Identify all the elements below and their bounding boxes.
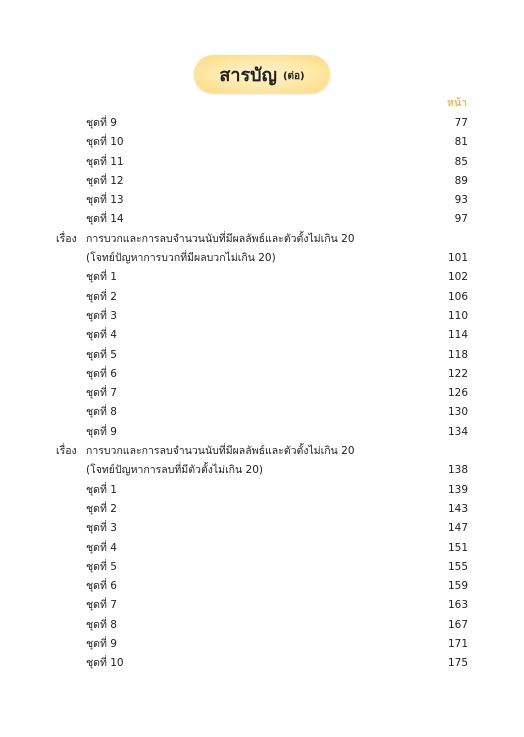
toc-row[interactable] xyxy=(0,403,524,422)
toc-row-label: ชุดที่ 9 xyxy=(86,117,117,129)
toc-row[interactable] xyxy=(0,596,524,615)
toc-row-page-number: 138 xyxy=(447,464,468,477)
toc-row[interactable] xyxy=(0,635,524,654)
toc-row-page-number: 118 xyxy=(447,348,468,361)
toc-row[interactable] xyxy=(0,481,524,500)
toc-row-page-number: 110 xyxy=(447,309,468,322)
toc-row-page-number: 85 xyxy=(454,155,468,168)
toc-row[interactable] xyxy=(0,365,524,384)
toc-row[interactable] xyxy=(0,191,524,210)
toc-row-page-number: 93 xyxy=(454,194,468,207)
page-column-header: หน้า xyxy=(447,97,467,109)
toc-row-label: ชุดที่ 4 xyxy=(86,329,117,342)
toc-title-continued: (ต่อ) xyxy=(282,70,305,82)
toc-row-page-number: 101 xyxy=(447,252,468,265)
toc-row[interactable] xyxy=(0,249,524,268)
toc-row-label: การบวกและการลบจำนวนนับที่มีผลลัพธ์และตัวตั้งไม่เกิน 20 xyxy=(86,445,355,458)
toc-row[interactable] xyxy=(0,268,524,287)
toc-row-label: ชุดที่ 1 xyxy=(86,271,117,284)
toc-row-page-number: 155 xyxy=(447,560,468,573)
toc-row[interactable] xyxy=(0,288,524,307)
toc-row-label: ชุดที่ 6 xyxy=(86,367,117,380)
toc-row[interactable] xyxy=(0,519,524,538)
toc-row[interactable] xyxy=(0,384,524,403)
toc-row-page-number: 130 xyxy=(447,406,468,419)
toc-row-page-number: 122 xyxy=(447,367,468,380)
toc-row-label: (โจทย์ปัญหาการบวกที่มีผลบวกไม่เกิน 20) xyxy=(86,252,276,265)
toc-row-page-number: 97 xyxy=(454,213,468,226)
toc-row[interactable] xyxy=(0,114,524,133)
toc-row[interactable] xyxy=(0,500,524,519)
toc-row-label: ชุดที่ 13 xyxy=(86,194,124,207)
toc-row-page-number: 106 xyxy=(447,290,468,303)
toc-title-banner xyxy=(194,55,330,93)
toc-row[interactable] xyxy=(0,423,524,442)
toc-row-label: ชุดที่ 2 xyxy=(86,502,117,515)
toc-row-page-number: 114 xyxy=(447,329,468,342)
toc-row-page-number: 81 xyxy=(454,136,468,149)
toc-row[interactable] xyxy=(0,153,524,172)
toc-title: สารบัญ xyxy=(219,64,277,86)
toc-row-label: ชุดที่ 8 xyxy=(86,406,117,419)
toc-row[interactable] xyxy=(0,172,524,191)
toc-row[interactable] xyxy=(0,133,524,152)
toc-row[interactable] xyxy=(0,346,524,365)
toc-row-label: ชุดที่ 2 xyxy=(86,290,117,303)
toc-row-page-number: 102 xyxy=(447,271,468,284)
toc-row-page-number: 89 xyxy=(454,174,468,187)
toc-row-page-number: 147 xyxy=(447,522,468,535)
toc-row[interactable] xyxy=(0,461,524,480)
toc-row-label: ชุดที่ 6 xyxy=(86,580,117,593)
toc-row-label: ชุดที่ 8 xyxy=(86,618,117,631)
toc-row[interactable] xyxy=(0,558,524,577)
toc-row-page-number: 151 xyxy=(447,541,468,554)
toc-row-label: ชุดที่ 3 xyxy=(86,522,117,535)
toc-row-page-number: 171 xyxy=(447,638,468,651)
toc-row-label: ชุดที่ 9 xyxy=(86,638,117,651)
toc-row-label: ชุดที่ 4 xyxy=(86,541,117,554)
toc-row-label: ชุดที่ 3 xyxy=(86,309,117,322)
toc-row[interactable] xyxy=(0,210,524,229)
toc-row-label: ชุดที่ 14 xyxy=(86,213,124,226)
toc-row[interactable] xyxy=(0,326,524,345)
toc-row-label: ชุดที่ 10 xyxy=(86,657,124,670)
toc-row-page-number: 139 xyxy=(447,483,468,496)
toc-row-page-number: 163 xyxy=(447,599,468,612)
toc-row-label: ชุดที่ 1 xyxy=(86,483,117,496)
toc-row[interactable] xyxy=(0,616,524,635)
toc-row-prefix: เรื่อง xyxy=(56,232,77,245)
toc-row-page-number: 159 xyxy=(447,580,468,593)
toc-row-page-number: 126 xyxy=(447,387,468,400)
toc-row-label: การบวกและการลบจำนวนนับที่มีผลลัพธ์และตัวตั้งไม่เกิน 20 xyxy=(86,232,355,245)
toc-row-label: ชุดที่ 9 xyxy=(86,425,117,438)
toc-row-label: ชุดที่ 5 xyxy=(86,560,117,573)
toc-row[interactable] xyxy=(0,230,524,249)
toc-list xyxy=(0,114,524,674)
toc-row-page-number: 167 xyxy=(447,618,468,631)
toc-row-page-number: 134 xyxy=(447,425,468,438)
toc-row-label: ชุดที่ 7 xyxy=(86,599,117,612)
toc-row-page-number: 77 xyxy=(454,117,468,129)
toc-row-label: ชุดที่ 7 xyxy=(86,387,117,400)
toc-row[interactable] xyxy=(0,539,524,558)
toc-row-label: ชุดที่ 5 xyxy=(86,348,117,361)
toc-row-label: (โจทย์ปัญหาการลบที่มีตัวตั้งไม่เกิน 20) xyxy=(86,464,264,477)
toc-row[interactable] xyxy=(0,577,524,596)
toc-row-prefix: เรื่อง xyxy=(56,445,77,458)
toc-row[interactable] xyxy=(0,654,524,673)
toc-row-label: ชุดที่ 11 xyxy=(86,155,124,168)
toc-row[interactable] xyxy=(0,442,524,461)
toc-row-page-number: 143 xyxy=(447,502,468,515)
toc-row[interactable] xyxy=(0,307,524,326)
toc-row-label: ชุดที่ 10 xyxy=(86,136,124,149)
toc-row-page-number: 175 xyxy=(447,657,468,670)
toc-row-label: ชุดที่ 12 xyxy=(86,174,124,187)
